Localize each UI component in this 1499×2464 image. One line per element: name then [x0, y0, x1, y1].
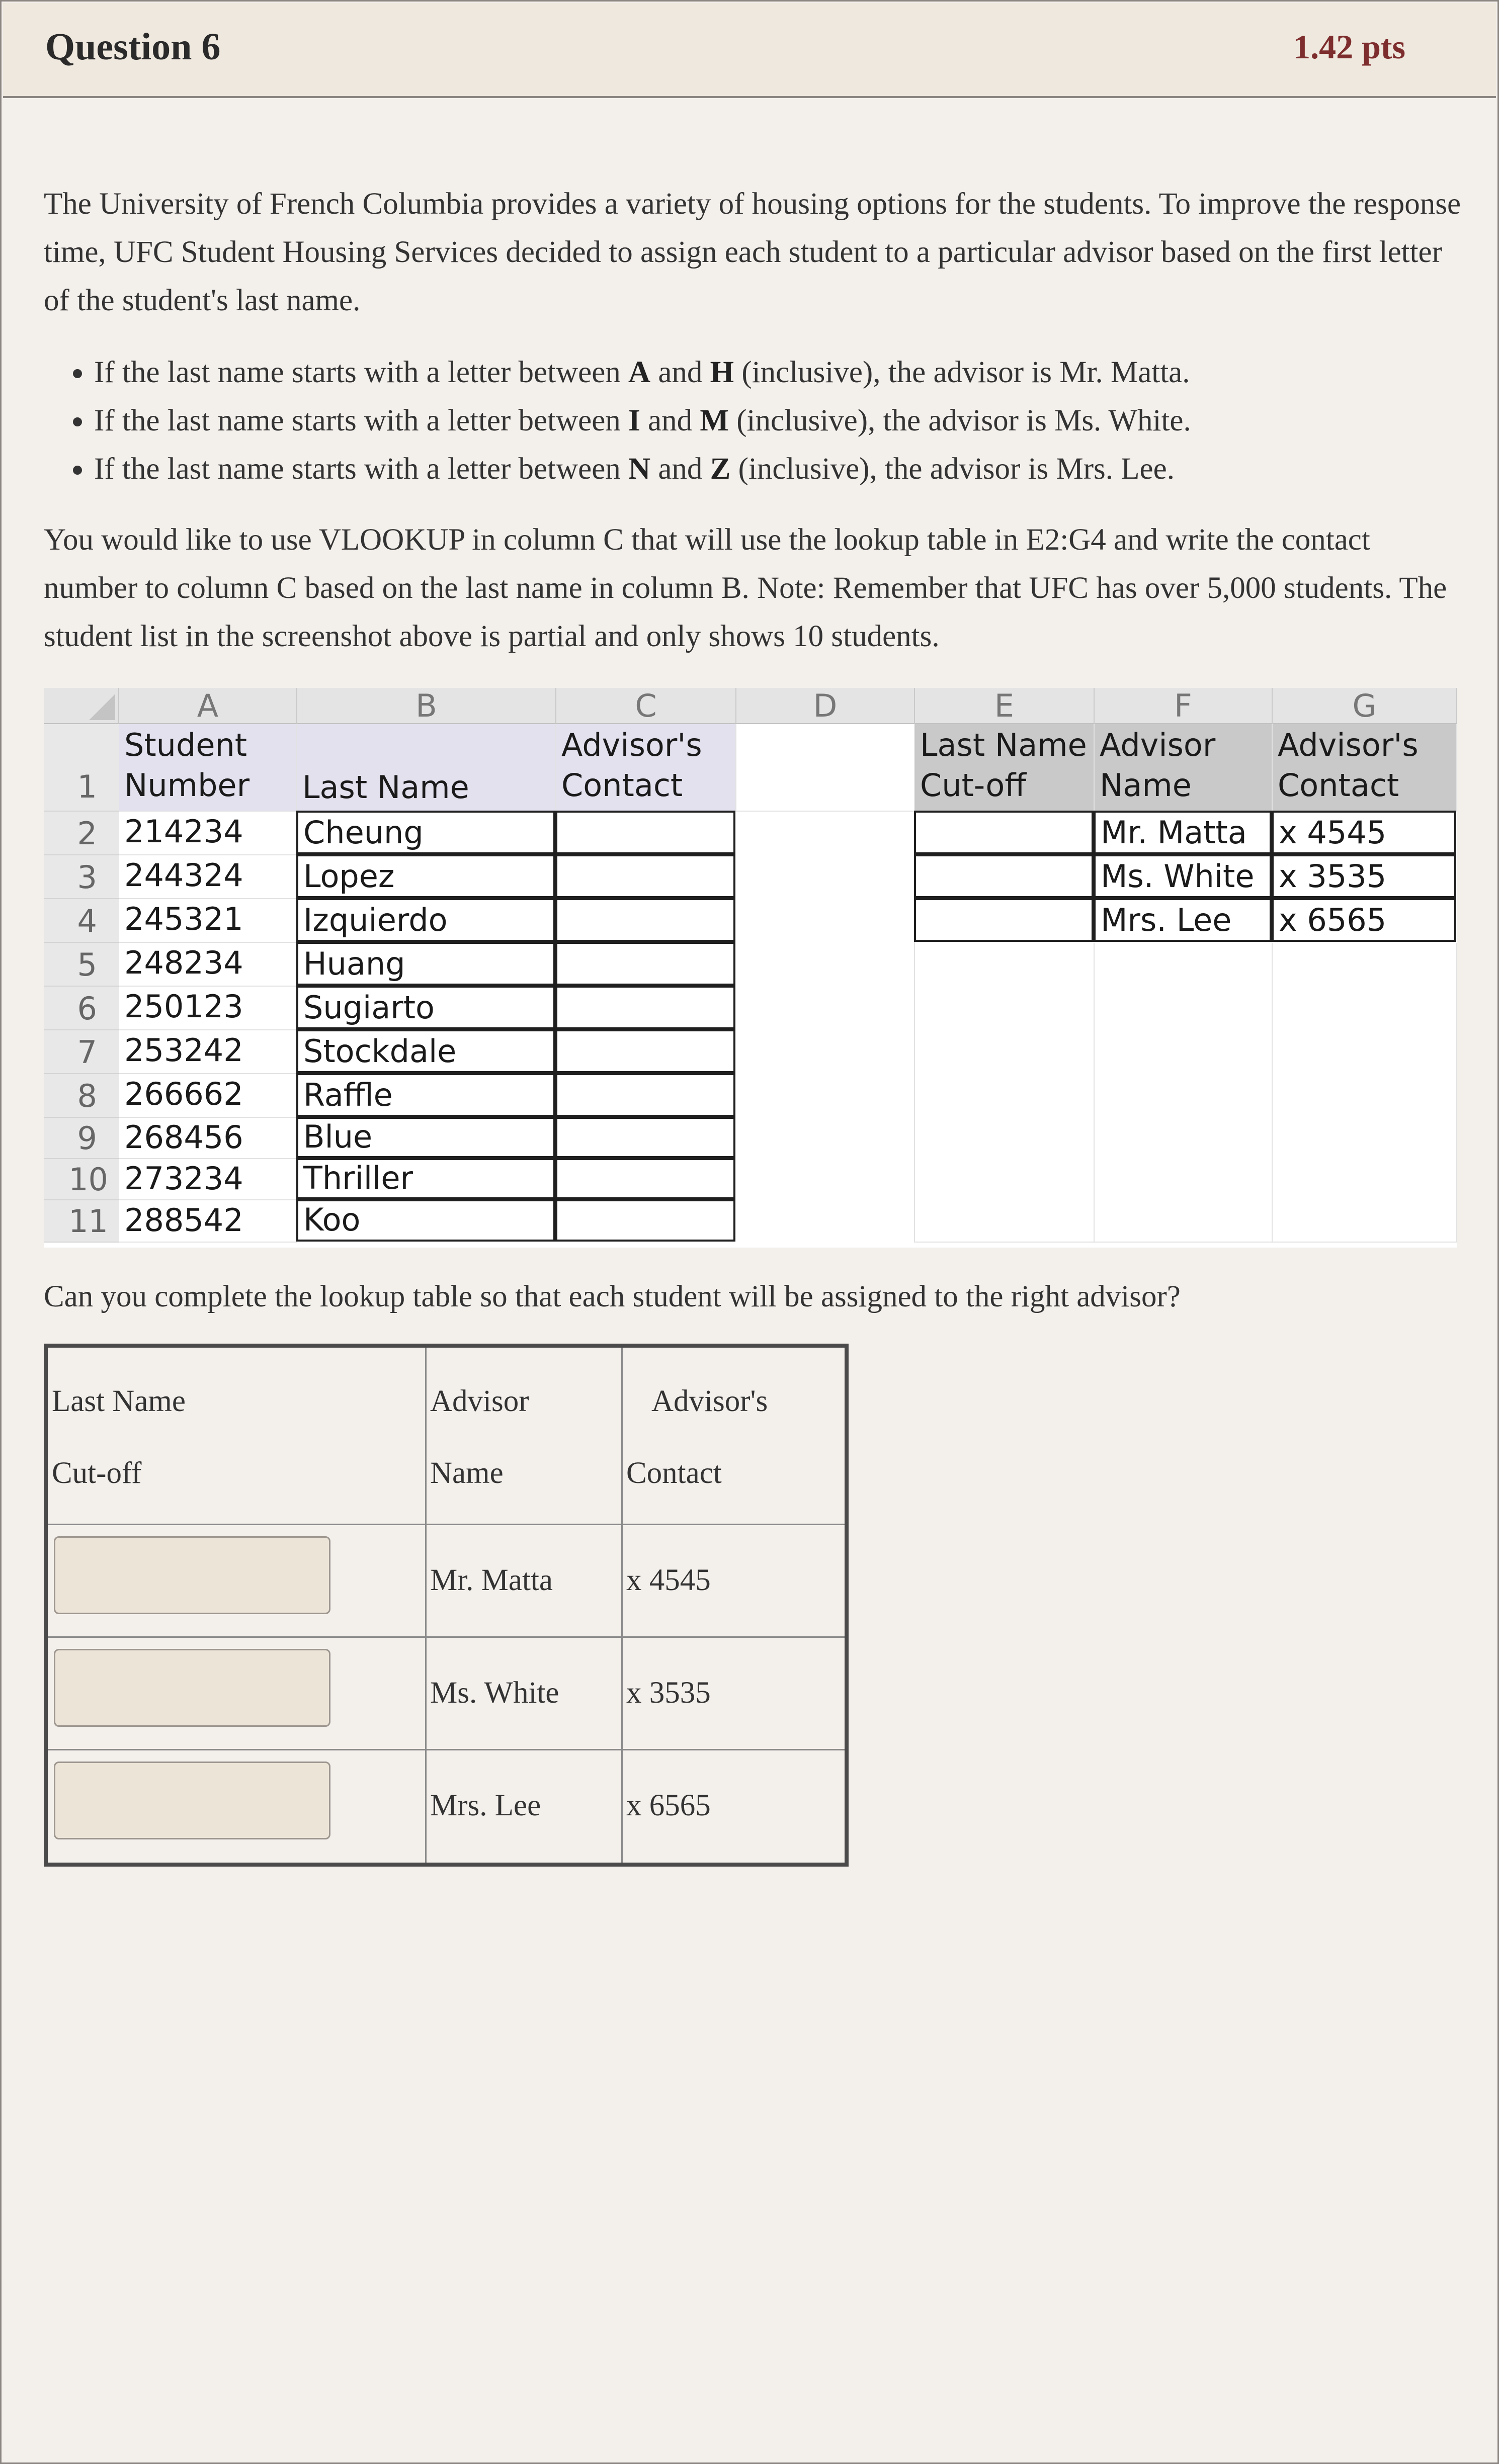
question-points: 1.42 pts — [1293, 28, 1405, 66]
row-header: 2 — [44, 812, 119, 855]
cell-cutoff — [914, 811, 1094, 854]
column-header-c: C — [556, 688, 736, 724]
advisor-contact: x 6565 — [626, 1789, 711, 1822]
column-f-empty — [1095, 943, 1273, 1243]
cell-last-name: Lopez — [296, 854, 555, 898]
header-name-line2: Name — [430, 1456, 504, 1490]
cell-student-number: 253242 — [119, 1030, 297, 1074]
cell-last-name: Raffle — [296, 1073, 555, 1117]
cutoff-input-matta[interactable] — [54, 1536, 330, 1614]
row-header: 5 — [44, 943, 119, 987]
cell-cutoff — [914, 898, 1094, 942]
instructions-paragraph: You would like to use VLOOKUP in column C that will use the lookup table in E2:G4 and write the contact number to column C based on the last name in column B. Note: Remember that UFC has over 5,000 students. The student list in the screenshot above is partial and only shows 10 students. — [44, 523, 1447, 653]
cell-last-name: Blue — [296, 1117, 555, 1158]
row-header: 1 — [44, 724, 119, 812]
header-cutoff-line1: Last Name — [52, 1384, 186, 1418]
cell-student-number: 248234 — [119, 943, 297, 987]
cell-a1: Student Number — [119, 724, 297, 812]
cell-c1: Advisor's Contact — [556, 724, 736, 812]
row-header: 8 — [44, 1074, 119, 1118]
cell-student-number: 250123 — [119, 987, 297, 1030]
cell-cutoff — [914, 854, 1094, 898]
header-cutoff-line2: Cut-off — [52, 1456, 142, 1490]
header-contact-line1: Advisor's — [651, 1384, 768, 1418]
column-header-b: B — [297, 688, 556, 724]
advisor-contact: x 4545 — [626, 1563, 711, 1597]
cell-student-number: 288542 — [119, 1200, 297, 1243]
header-contact-line2: Contact — [626, 1456, 722, 1490]
spreadsheet-image — [44, 688, 1457, 1248]
answer-table — [44, 1344, 849, 1867]
cell-student-number: 268456 — [119, 1118, 297, 1159]
cell-advisor-contact — [555, 1158, 735, 1199]
cell-advisor-contact — [555, 898, 735, 942]
advisor-name: Ms. White — [430, 1676, 559, 1710]
cell-last-name: Huang — [296, 942, 555, 986]
rule-item: • If the last name starts with a letter between A and H (inclusive), the advisor is Mr. Matta. — [94, 348, 1499, 397]
advisor-contact: x 3535 — [626, 1676, 711, 1710]
column-g-empty — [1273, 943, 1457, 1243]
row-header: 7 — [44, 1030, 119, 1074]
rules-list — [44, 348, 1499, 493]
cell-advisor-contact — [555, 1117, 735, 1158]
rule-item: • If the last name starts with a letter between N and Z (inclusive), the advisor is Mrs. Lee. — [94, 445, 1499, 493]
cell-advisor-contact — [555, 1073, 735, 1117]
column-e-empty — [915, 943, 1095, 1243]
column-header-e: E — [915, 688, 1095, 724]
row-header: 10 — [44, 1159, 119, 1200]
cutoff-input-lee[interactable] — [54, 1762, 330, 1839]
cell-student-number: 214234 — [119, 812, 297, 855]
cell-g1: Advisor's Contact — [1273, 724, 1457, 812]
row-header: 6 — [44, 987, 119, 1030]
cell-last-name: Izquierdo — [296, 898, 555, 942]
row-header: 11 — [44, 1200, 119, 1243]
cell-last-name: Sugiarto — [296, 986, 555, 1029]
select-all-corner — [44, 688, 119, 724]
cell-advisor-contact — [555, 1199, 735, 1242]
column-header-f: F — [1095, 688, 1273, 724]
cell-advisor-contact — [555, 1029, 735, 1073]
column-header-d: D — [736, 688, 915, 724]
question-title: Question 6 — [45, 26, 221, 68]
row-header: 9 — [44, 1118, 119, 1159]
row-header: 4 — [44, 899, 119, 943]
cell-student-number: 266662 — [119, 1074, 297, 1118]
cell-advisor-contact — [555, 854, 735, 898]
rule-item: • If the last name starts with a letter between I and M (inclusive), the advisor is Ms. White. — [94, 397, 1499, 445]
row-header: 3 — [44, 855, 119, 899]
prompt-paragraph: Can you complete the lookup table so that each student will be assigned to the right advisor? — [44, 1280, 1181, 1313]
cell-last-name: Cheung — [296, 811, 555, 854]
cell-advisor-contact — [555, 811, 735, 854]
cell-student-number: 245321 — [119, 899, 297, 943]
cell-advisor-contact: x 3535 — [1272, 854, 1456, 898]
cell-advisor-name: Mr. Matta — [1094, 811, 1272, 854]
cell-advisor-name: Mrs. Lee — [1094, 898, 1272, 942]
advisor-name: Mrs. Lee — [430, 1789, 541, 1822]
cell-last-name: Thriller — [296, 1158, 555, 1199]
cell-advisor-contact: x 4545 — [1272, 811, 1456, 854]
column-header-g: G — [1273, 688, 1457, 724]
cell-advisor-contact — [555, 942, 735, 986]
cell-advisor-name: Ms. White — [1094, 854, 1272, 898]
question-header — [3, 3, 1496, 98]
cell-advisor-contact: x 6565 — [1272, 898, 1456, 942]
advisor-name: Mr. Matta — [430, 1563, 553, 1597]
header-name-line1: Advisor — [430, 1384, 529, 1418]
cell-f1: Advisor Name — [1095, 724, 1273, 812]
cell-advisor-contact — [555, 986, 735, 1029]
column-header-a: A — [119, 688, 297, 724]
cell-student-number: 273234 — [119, 1159, 297, 1200]
cell-student-number: 244324 — [119, 855, 297, 899]
column-d-empty — [736, 812, 915, 1243]
cell-b1: Last Name — [297, 724, 556, 812]
cutoff-input-white[interactable] — [54, 1649, 330, 1727]
intro-paragraph: The University of French Columbia provides a variety of housing options for the students. To improve the response time, UFC Student Housing Services decided to assign each student to a particular advisor based on the first letter of the student's last name. — [44, 187, 1461, 317]
cell-last-name: Koo — [296, 1199, 555, 1242]
cell-d1 — [736, 724, 915, 812]
cell-last-name: Stockdale — [296, 1029, 555, 1073]
cell-e1: Last Name Cut-off — [915, 724, 1095, 812]
